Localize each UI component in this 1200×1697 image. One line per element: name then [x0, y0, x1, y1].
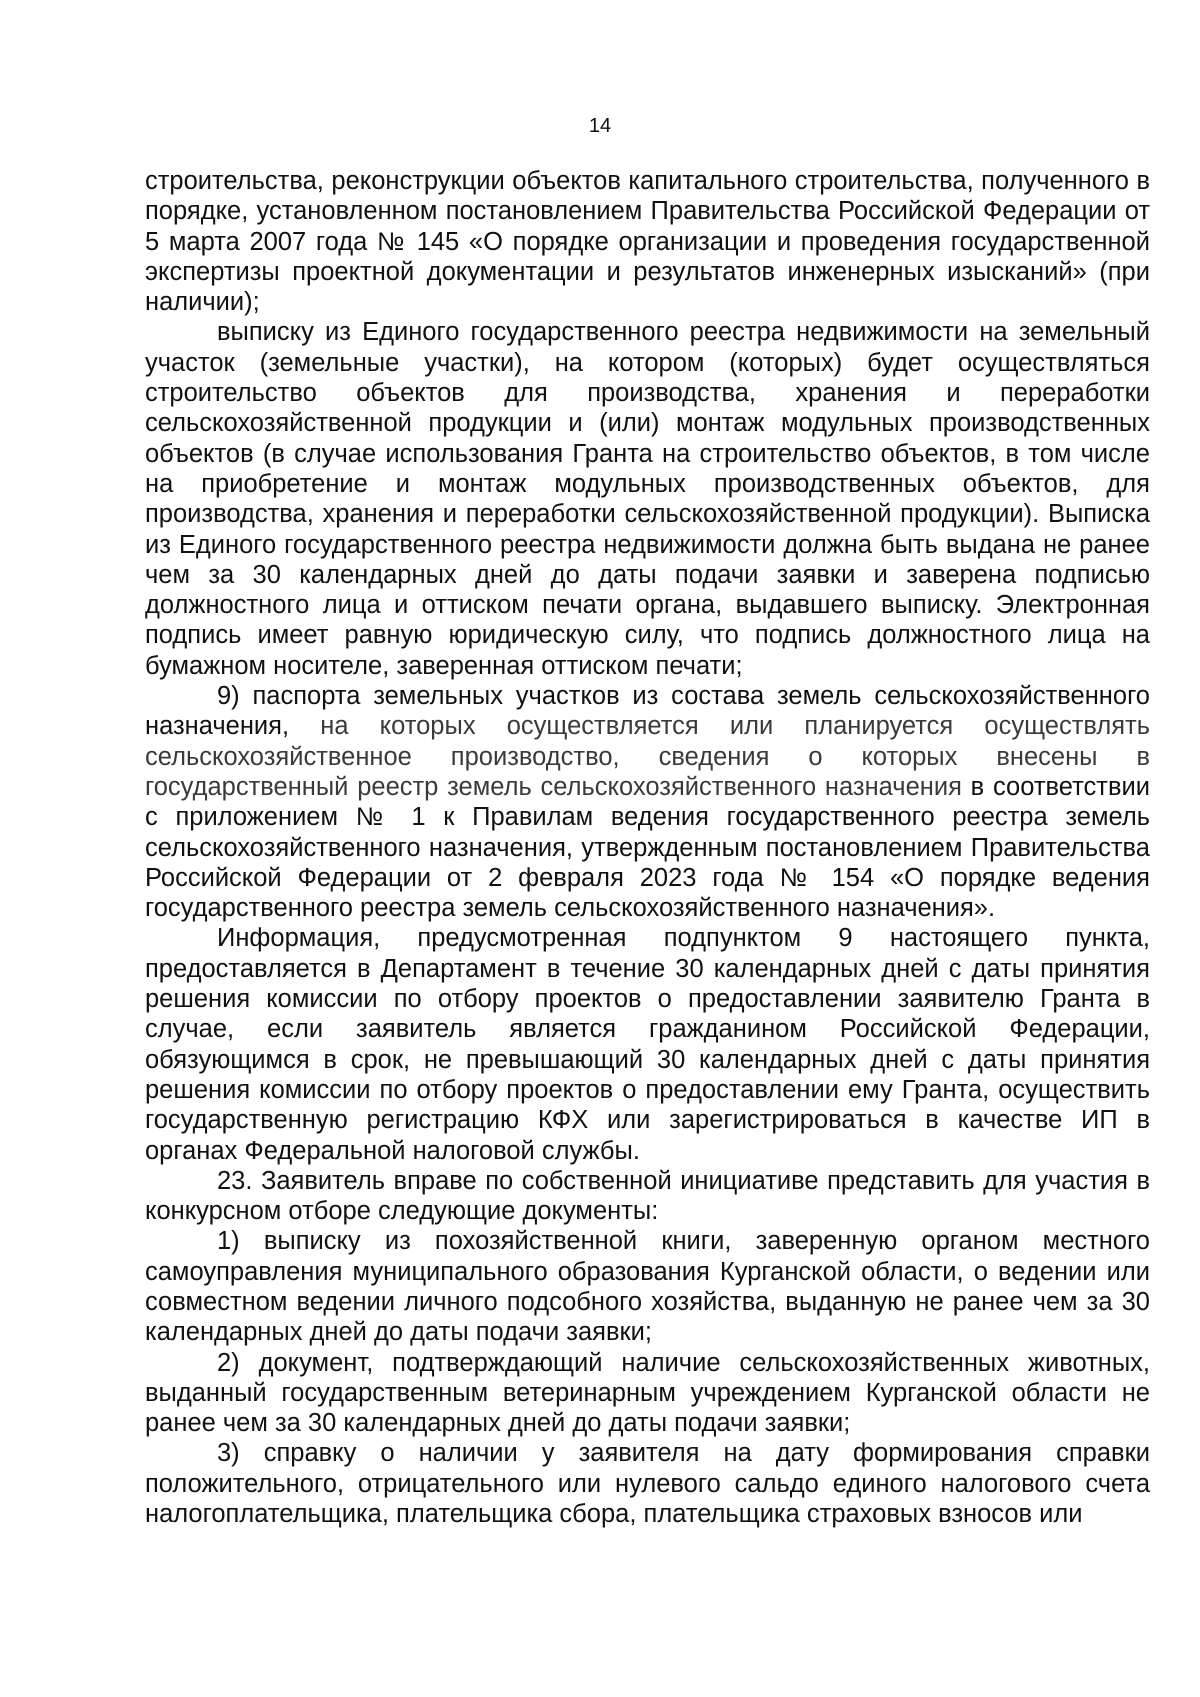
paragraph-item-9-part-3: в соответствии с приложением № 1 к Правилам ведения государственного реестра земель сельскохозяйственного назначения, утвержденным постановлением Правительства Российской Федерации от 2 февраля 2023 года № 154 «О порядке ведения государственного реестра земель сельскохозяйственного назначения».	[145, 772, 1150, 923]
paragraph-subitem-2: 2) документ, подтверждающий наличие сельскохозяйственных животных, выданный государственным ветеринарным учреждением Курганской области не ранее чем за 30 календарных дней до даты подачи заявки;	[145, 1348, 1150, 1438]
paragraph-information: Информация, предусмотренная подпунктом 9 настоящего пункта, предоставляется в Департамент в течение 30 календарных дней с даты принятия решения комиссии по отбору проектов о предоставлении заявителю Гранта в случае, если заявитель является гражданином Российской Федерации, обязующимся в срок, не превышающий 30 календарных дней с даты принятия решения комиссии по отбору проектов о предоставлении ему Гранта, осуществить государственную регистрацию КФХ или зарегистрироваться в качестве ИП в органах Федеральной налоговой службы.	[145, 924, 1150, 1165]
paragraph-item-9-part-1: 9) паспорта земельных участков из состава земель сельскохозяйственного назначения,	[145, 682, 1150, 741]
paragraph-subitem-3: 3) справку о наличии у заявителя на дату формирования справки положительного, отрицательного или нулевого сальдо единого налогового счета налогоплательщика, плательщика сбора, плательщика страховых взносов или	[145, 1439, 1150, 1529]
paragraph-continuation: строительства, реконструкции объектов капитального строительства, полученного в порядке, установленном постановлением Правительства Российской Федерации от 5 марта 2007 года № 145 «О порядке организации и проведения государственной экспертизы проектной документации и результатов инженерных изысканий» (при наличии);	[145, 167, 1150, 317]
paragraph-item-9-part-2: на которых осуществляется или планируется осуществлять сельскохозяйственное производство, сведения о которых внесены в государственный реестр земель сельскохозяйственного назначения	[145, 712, 1150, 801]
paragraph-subitem-1: 1) выписку из похозяйственной книги, заверенную органом местного самоуправления муниципального образования Курганской области, о ведении или совместном ведении личного подсобного хозяйства, выданную не ранее чем за 30 календарных дней до даты подачи заявки;	[145, 1227, 1150, 1347]
page-number: 14	[588, 115, 612, 137]
paragraph-egrn-extract: выписку из Единого государственного реестра недвижимости на земельный участок (земельные участки), на котором (которых) будет осуществляться строительство объектов для производства, хранения и переработки сельскохозяйственной продукции и (или) монтаж модульных производственных объектов (в случае использования Гранта на строительство объектов, в том числе на приобретение и монтаж модульных производственных объектов, для производства, хранения и переработки сельскохозяйственной продукции). Выписка из Единого государственного реестра недвижимости должна быть выдана не ранее чем за 30 календарных дней до даты подачи заявки и заверена подписью должностного лица и оттиском печати органа, выдавшего выписку. Электронная подпись имеет равную юридическую силу, что подпись должностного лица на бумажном носителе, заверенная оттиском печати;	[145, 318, 1150, 680]
document-body	[145, 166, 1150, 1529]
paragraph-item-23: 23. Заявитель вправе по собственной инициативе представить для участия в конкурсном отборе следующие документы:	[145, 1166, 1150, 1226]
paragraph-item-9	[145, 681, 1150, 923]
